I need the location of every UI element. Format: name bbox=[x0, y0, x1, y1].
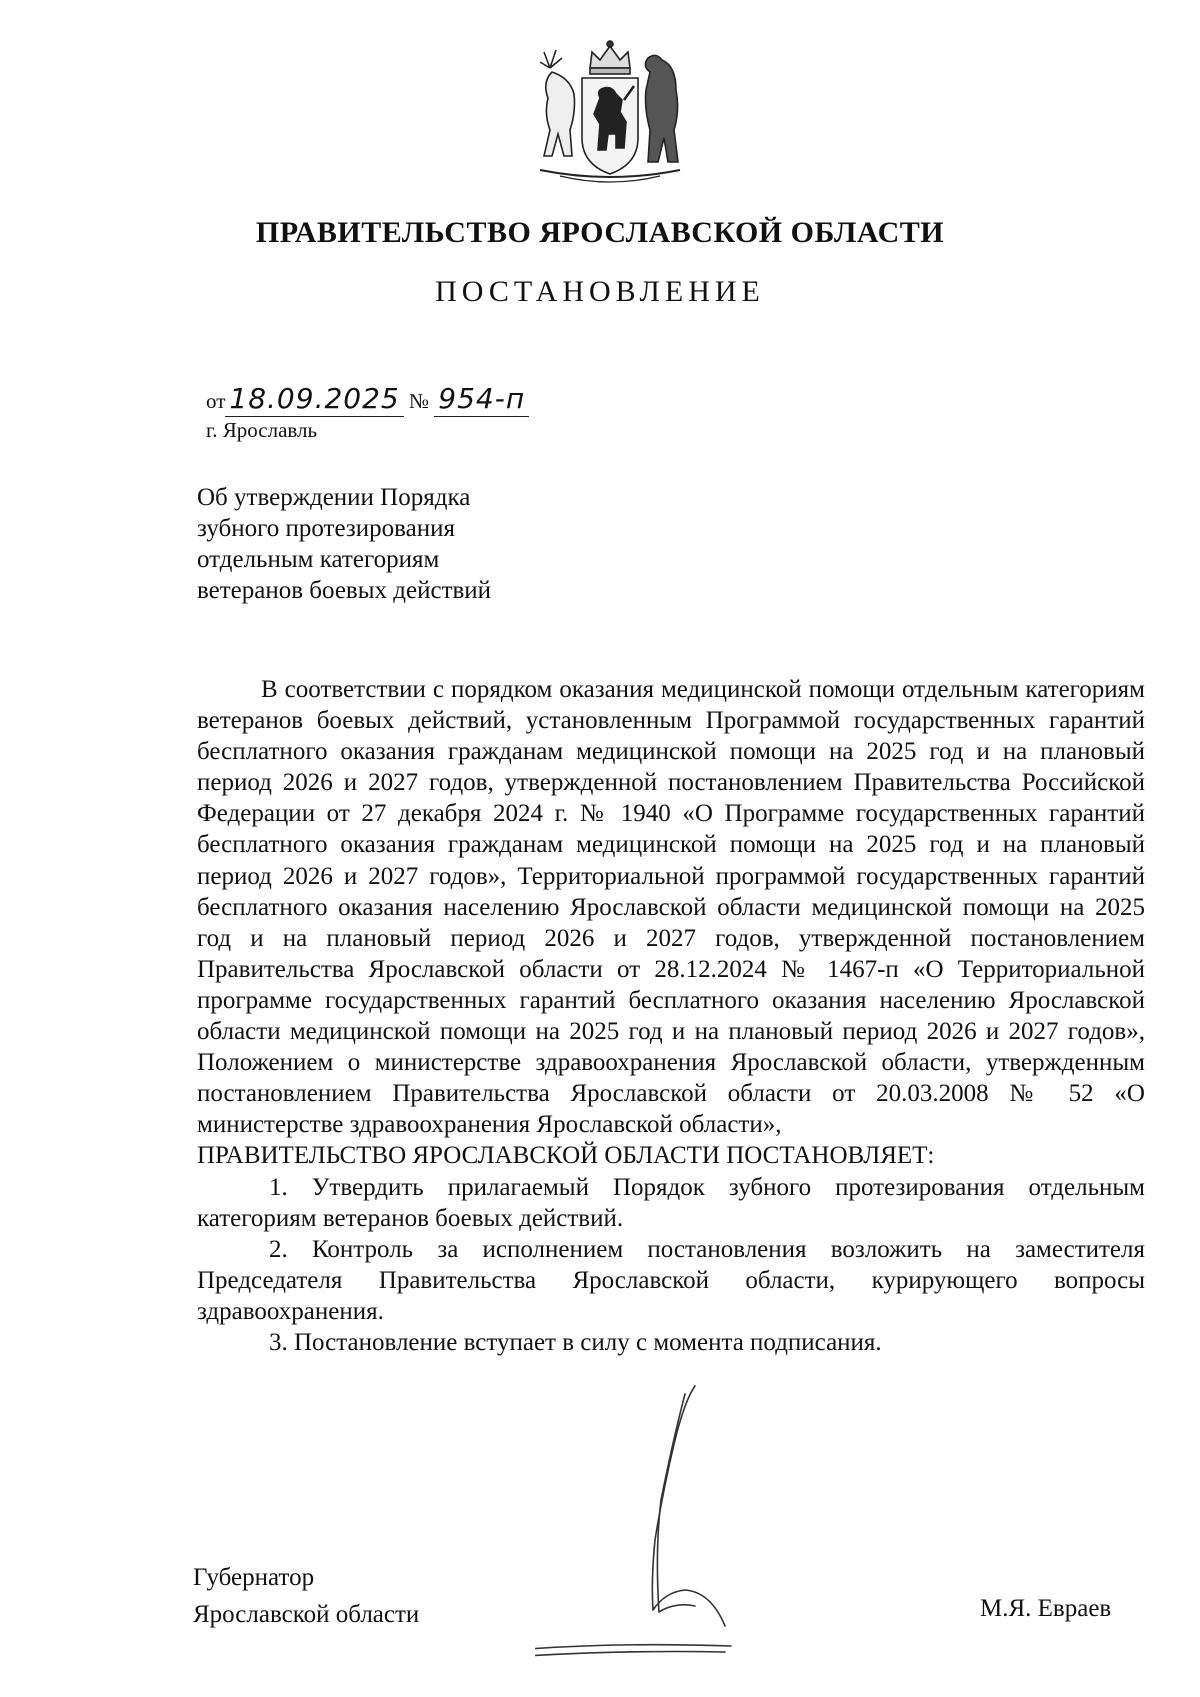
preamble-paragraph: В соответствии с порядком оказания медицинской помощи отдельным категориям ветеранов боевых действий, установленным Программой государственных гарантий бесплатного оказания гражданам медицинской помощи на 2025 год и на плановый период 2026 и 2027 годов, утвержденной постановлением Правительства Российской Федерации от 27 декабря 2024 г. № 1940 «О Программе государственных гарантий бесплатного оказания гражданам медицинской помощи на 2025 год и на плановый период 2026 и 2027 годов», Территориальной программой государственных гарантий бесплатного оказания населению Ярославской области медицинской помощи на 2025 год и на плановый период 2026 и 2027 годов, утвержденной постановлением Правительства Ярославской области от 28.12.2024 № 1467-п «О Территориальной программе государственных гарантий бесплатного оказания населению Ярославской области медицинской помощи на 2025 год и на плановый период 2026 и 2027 годов», Положением о министерстве здравоохранения Ярославской области, утвержденным постановлением Правительства Ярославской области от 20.03.2008 № 52 «О министерстве здравоохранения Ярославской области», bbox=[197, 676, 1145, 1139]
coat-of-arms-emblem bbox=[530, 38, 690, 188]
document-type-title: ПОСТАНОВЛЕНИЕ bbox=[435, 275, 765, 308]
coat-of-arms-icon bbox=[530, 38, 690, 188]
handwritten-number: 954-п bbox=[434, 382, 529, 417]
resolution-item: 1. Утвердить прилагаемый Порядок зубного протезирования отдельным категориям ветеранов боевых действий. bbox=[197, 1173, 1145, 1232]
number-prefix: № bbox=[408, 389, 430, 413]
signatory-name: М.Я. Евраев bbox=[980, 1595, 1112, 1622]
position-line: Губернатор bbox=[193, 1564, 315, 1591]
subject-line: Об утверждении Порядка bbox=[197, 484, 471, 511]
subject-line: отдельным категориям bbox=[197, 546, 440, 573]
date-prefix: от bbox=[206, 389, 226, 413]
signatory-position bbox=[193, 1559, 419, 1633]
resolution-item: 3. Постановление вступает в силу с момента подписания. bbox=[269, 1328, 882, 1356]
document-subject bbox=[197, 482, 491, 606]
signature-icon bbox=[535, 1380, 735, 1680]
handwritten-date: 18.09.2025 bbox=[225, 382, 403, 417]
city-label: г. Ярославль bbox=[206, 418, 318, 442]
subject-line: ветеранов боевых действий bbox=[197, 577, 492, 604]
position-line: Ярославской области bbox=[193, 1601, 420, 1628]
organization-title: ПРАВИТЕЛЬСТВО ЯРОСЛАВСКОЙ ОБЛАСТИ bbox=[255, 216, 945, 249]
handwritten-signature bbox=[535, 1380, 735, 1680]
resolves-line: ПРАВИТЕЛЬСТВО ЯРОСЛАВСКОЙ ОБЛАСТИ ПОСТАНОВЛЯЕТ: bbox=[197, 1142, 935, 1170]
subject-line: зубного протезирования bbox=[197, 515, 455, 542]
date-number-line bbox=[206, 382, 529, 417]
resolution-item: 2. Контроль за исполнением постановления возложить на заместителя Председателя Правительства Ярославской области, курирующего вопросы здравоохранения. bbox=[197, 1235, 1145, 1325]
document-body bbox=[197, 674, 1145, 1358]
